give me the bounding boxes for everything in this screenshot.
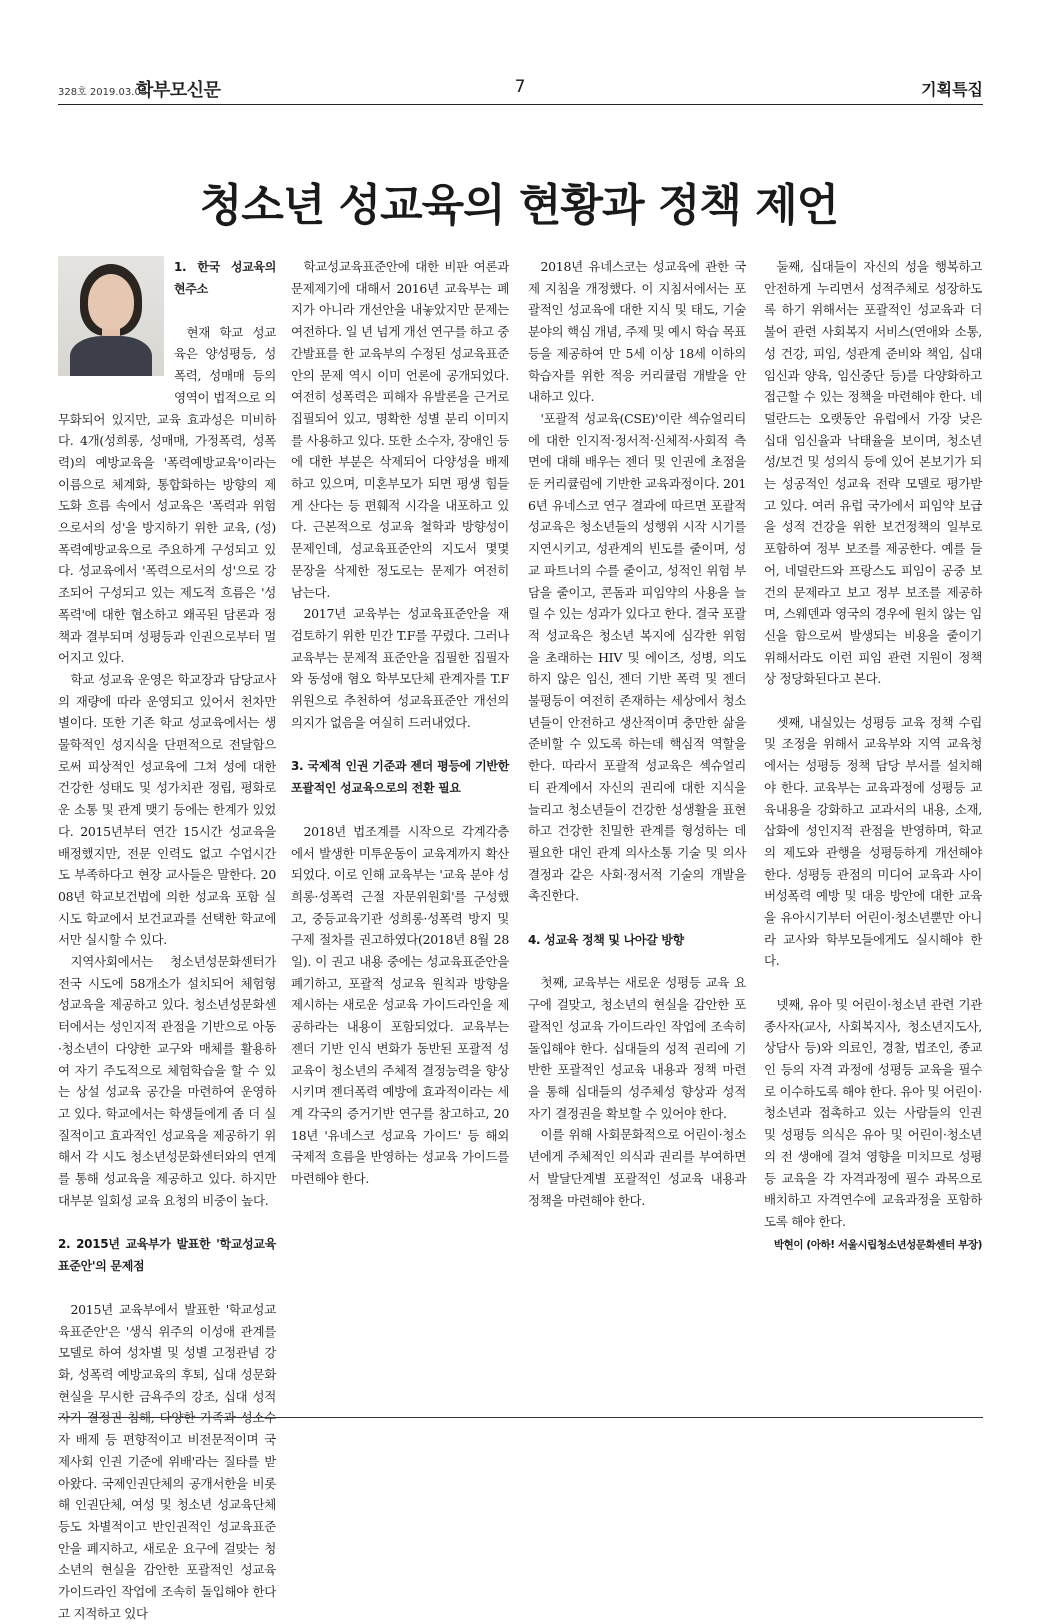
paragraph: 2018년 법조계를 시작으로 각계각층에서 발생한 미투운동이 교육계까지 확산되었다. 이로 인해 교육부는 '교육 분야 성희롱·성폭력 근절 자문위원회'를 구성했고, 중등교육기관 성희롱·성폭력 방지 및 구제 절차를 권고하였다(2018년 8월 28일). 이 권고 내용 중에는 성교육표준안을 폐기하고, 포괄적 성교육 원칙과 방향을 제시하는 새로운 성교육 가이드라인을 제공하라는 내용이 포함되었다. 교육부는 젠더 기반 인식 변화가 동반된 포괄적 성교육이 청소년의 주체적 결정능력을 향상시키며 젠더폭력 예방에 효과적이라는 세계 각국의 증거기반 연구를 참고하고, 2018년 '유네스코 성교육 가이드' 등 해외 국제적 흐름을 반영하는 성교육 가이드를 마련해야 한다. — [291, 823, 509, 1187]
paragraph: 2015년 교육부에서 발표한 '학교성교육표준안'은 '생식 위주의 이성애 관계를 모델로 하여 성차별 및 성별 고정관념 강화, 성폭력 예방교육의 후퇴, 십대 성문화 현실을 무시한 금욕주의 강조, 십대 성적자기 결정권 침해, 다양한 가족과 성소수자 배제 등 편향적이고 비전문적이며 국제사회 인권 기준에 위배'라는 질타를 받아왔다. 국제인권단체의 공개서한을 비롯해 인권단체, 여성 및 청소년 성교육단체 등도 차별적이고 반인권적인 성교육표준안을 폐지하고, 새로운 요구에 걸맞는 청소년의 현실을 감안한 포괄적인 성교육 가이드라인 작업에 조속히 돌입해야 한다고 지적하고 있다 — [58, 1301, 276, 1621]
header-rule — [58, 104, 983, 105]
column-3 — [528, 256, 746, 1211]
newspaper-logo: 학부모신문 — [136, 80, 221, 101]
paragraph: '포괄적 성교육(CSE)'이란 섹슈얼리티에 대한 인지적·정서적·신체적·사회적 측면에 대해 배우는 젠더 및 인권에 초점을 둔 커리큘럼에 기반한 교육과정이다. 2016년 유네스코 연구 결과에 따르면 포괄적 성교육은 청소년들의 성행위 시작 시기를 지연시키고, 성관계의 빈도를 줄이며, 성교 파트너의 수를 줄이고, 성적인 위험 부담을 줄이고, 콘돔과 피임약의 사용을 늘릴 수 있는 성과가 있다고 한다. 결국 포괄적 성교육은 청소년 복지에 심각한 위험을 초래하는 HIV 및 에이즈, 성병, 의도하지 않은 임신, 젠더 기반 폭력 및 젠더 불평등이 여전히 존재하는 세상에서 청소년들이 안전하고 생산적이며 충만한 삶을 준비할 수 있도록 하는데 핵심적 역할을 한다. 따라서 포괄적 성교육은 섹슈얼리티 관계에서 자신의 권리에 대한 지식을 늘리고 청소년들이 건강한 성생활을 표현하고 건강한 친밀한 관계를 형성하는 데 필요한 대인 관계 의사소통 기술 및 의사 결정과 같은 사회·정서적 기술의 개발을 촉진한다. — [528, 410, 746, 904]
column-4 — [764, 256, 982, 1256]
author-photo — [58, 256, 164, 376]
paragraph: 이를 위해 사회문화적으로 어린이·청소년에게 주체적인 의식과 권리를 부여하면서 발달단계별 포괄적인 성교육 내용과 정책을 마련해야 한다. — [528, 1127, 746, 1208]
paragraph: 2017년 교육부는 성교육표준안을 재검토하기 위한 민간 T.F를 꾸렸다. 그러나 교육부는 문제적 표준안을 집필한 집필자와 동성애 혐오 학부모단체 관계자를 T.F 위원으로 추천하여 성교육표준안 개선의 의지가 없음을 여실히 드러내었다. — [291, 606, 509, 730]
author-byline: 박현이 (아하! 서울시립청소년성문화센터 부장) — [773, 1238, 982, 1251]
page-header — [58, 74, 983, 104]
issue-date: 328호 2019.03.05. — [58, 87, 151, 98]
section-label: 기획특집 — [921, 80, 983, 99]
person-portrait-icon — [88, 274, 134, 330]
section-heading: 3. 국제적 인권 기준과 젠더 평등에 기반한 포괄적인 성교육으로의 전환 필요 — [291, 759, 509, 796]
paragraph: 2018년 유네스코는 성교육에 관한 국제 지침을 개정했다. 이 지침서에서는 포괄적인 성교육에 대한 지식 및 태도, 기술 분야의 핵심 개념, 주제 및 예시 학습 목표 등을 제공하여 만 5세 이상 18세 이하의 학습자를 위한 적응 커리큘럼 개발을 안내하고 있다. — [528, 259, 746, 405]
paragraph: 첫째, 교육부는 새로운 성평등 교육 요구에 걸맞고, 청소년의 현실을 감안한 포괄적인 성교육 가이드라인 작업에 조속히 돌입해야 한다. 십대들의 성적 권리에 기반한 포괄적인 성교육 내용과 정책 마련을 통해 십대들의 성주체성 향상과 성적자기 결정권을 확보할 수 있어야 한다. — [528, 975, 746, 1121]
paragraph: 셋째, 내실있는 성평등 교육 정책 수립 및 조정을 위해서 교육부와 지역 교육청에서는 성평등 정책 담당 부서를 설치해야 한다. 교육부는 교육과정에 성평등 교육내용을 강화하고 교과서의 내용, 소재, 삽화에 성인지적 관점을 반영하며, 학교의 제도와 관행을 성평등하게 개선해야 한다. 성평등 관점의 미디어 교육과 사이버성폭력 예방 및 대응 방안에 대한 교육을 유아시기부터 어린이·청소년뿐만 아니라 교사와 학부모들에게도 실시해야 한다. — [764, 714, 982, 969]
column-1 — [58, 256, 276, 1624]
paragraph: 지역사회에서는 청소년성문화센터가 전국 시도에 58개소가 설치되어 체험형 성교육을 제공하고 있다. 청소년성문화센터에서는 성인지적 관점을 기반으로 아동·청소년이 다양한 교구와 매체를 활용하여 자기 주도적으로 체험학습을 할 수 있는 상설 성교육 공간을 마련하여 운영하고 있다. 학교에서는 학생들에게 좀 더 실질적이고 효과적인 성교육을 제공하기 위해서 각 시도 청소년성문화센터와의 연계를 통해 성교육을 제공하고 있다. 하지만 대부분 일회성 교육 요청의 비중이 높다. — [58, 954, 276, 1208]
section-heading: 1. 한국 성교육의 현주소 — [174, 260, 276, 296]
section-heading: 2. 2015년 교육부가 발표한 '학교성교육표준안'의 문제점 — [58, 1237, 276, 1274]
paragraph: 학교 성교육 운영은 학교장과 담당교사의 재량에 따라 운영되고 있어서 천차만별이다. 또한 기존 학교 성교육에서는 생물학적인 성지식을 단편적으로 전달함으로써 피상적인 성교육에 그쳐 성에 대한 건강한 성태도 및 성가치관 정립, 평화로운 소통 및 관계 맺기 등에는 한계가 있었다. 2015년부터 연간 15시간 성교육을 배정했지만, 전문 인력도 없고 수업시간도 부족하다고 현장 교사들은 말한다. 2008년 학교보건법에 의한 성교육 포함 실시도 학교에서 보건교과를 선택한 학교에서만 실시할 수 있다. — [58, 671, 276, 948]
paragraph: 학교성교육표준안에 대한 비판 여론과 문제제기에 대해서 2016년 교육부는 폐지가 아니라 개선안을 내놓았지만 문제는 여전하다. 일 년 넘게 개선 연구를 하고 중간발표를 한 교육부의 수정된 성교육표준안의 문제 역시 이미 언론에 공개되었다. 여전히 성폭력은 피해자 유발론을 근거로 집필되어 있고, 명확한 성별 분리 이미지를 사용하고 있다. 또한 소수자, 장애인 등에 대한 부분은 삭제되어 다양성을 배제하고 있으며, 미혼부모가 되면 평생 힘들게 산다는 등 편훼적 시각을 내포하고 있다. 근본적으로 성교육 철학과 방향성이 문제인데, 성교육표준안의 지도서 몇몇 문장을 삭제한 정도로는 문제가 여전히 남는다. — [291, 259, 509, 600]
article-headline: 청소년 성교육의 현황과 정책 제언 — [199, 180, 839, 232]
column-2 — [291, 256, 509, 1190]
paragraph: 넷째, 유아 및 어린이·청소년 관련 기관 종사자(교사, 사회복지사, 청소년지도사, 상담사 등)와 의료인, 경찰, 법조인, 종교인 등의 자격 과정에 성평등 교육을 필수로 이수하도록 해야 한다. 유아 및 어린이·청소년과 접촉하고 있는 사람들의 인권 및 성평등 의식은 유아 및 어린이·청소년의 전 생애에 걸쳐 영향을 미치므로 성평등 교육을 각 자격과정에 필수 과목으로 배치하고 자격연수에 교육과정을 포함하도록 해야 한다. — [764, 996, 982, 1229]
paragraph: 현재 학교 성교육은 양성평등, 성폭력, 성매매 등의 영역이 법적으로 의무화되어 있지만, 교육 효과성은 미비하다. 4개(성희롱, 성매매, 가정폭력, 성폭력)의 예방교육을 '폭력예방교육'이라는 이름으로 체계화, 통합화하는 방향의 제도화 흐름 속에서 성교육은 '폭력과 위험으로서의 성'을 방지하기 위한 교육, (성)폭력예방교육으로 주요하게 구성되고 있다. 성교육에서 '폭력으로서의 성'으로 강조되어 구성되고 있는 제도적 흐름은 '성폭력'에 대한 협소하고 왜곡된 담론과 정책과 결부되며 성평등과 인권으로부터 멀어지고 있다. — [58, 324, 276, 666]
paragraph: 둘째, 십대들이 자신의 성을 행복하고 안전하게 누리면서 성적주체로 성장하도록 하기 위해서는 포괄적인 성교육과 더불어 관련 사회복지 서비스(연애와 소통, 성 건강, 피임, 성관계 준비와 책임, 십대 임신과 양육, 임신중단 등)를 다양화하고 접근할 수 있는 정책을 마련해야 한다. 네덜란드는 오랫동안 유럽에서 가장 낮은 십대 임신율과 낙태율을 보이며, 청소년 성/보건 및 성의식 등에 있어 본보기가 되는 성공적인 성교육 전략 모델로 평가받고 있다. 여러 유럽 국가에서 피임약 보급을 성적 건강을 위한 보건정책의 일부로 포함하여 정부 보조를 제공한다. 예를 들어, 네덜란드와 프랑스도 피임이 공중 보건의 문제라고 보고 정부 보조를 제공하며, 스웨덴과 영국의 경우에 원치 않는 임신을 함으로써 발생되는 비용을 줄이기 위해서라도 이런 피임 관련 지원이 정책상 정당화된다고 본다. — [764, 259, 982, 687]
section-heading: 4. 성교육 정책 및 나아갈 방향 — [528, 932, 684, 947]
page-number: 7 — [514, 77, 526, 97]
footer-rule — [58, 1417, 983, 1418]
